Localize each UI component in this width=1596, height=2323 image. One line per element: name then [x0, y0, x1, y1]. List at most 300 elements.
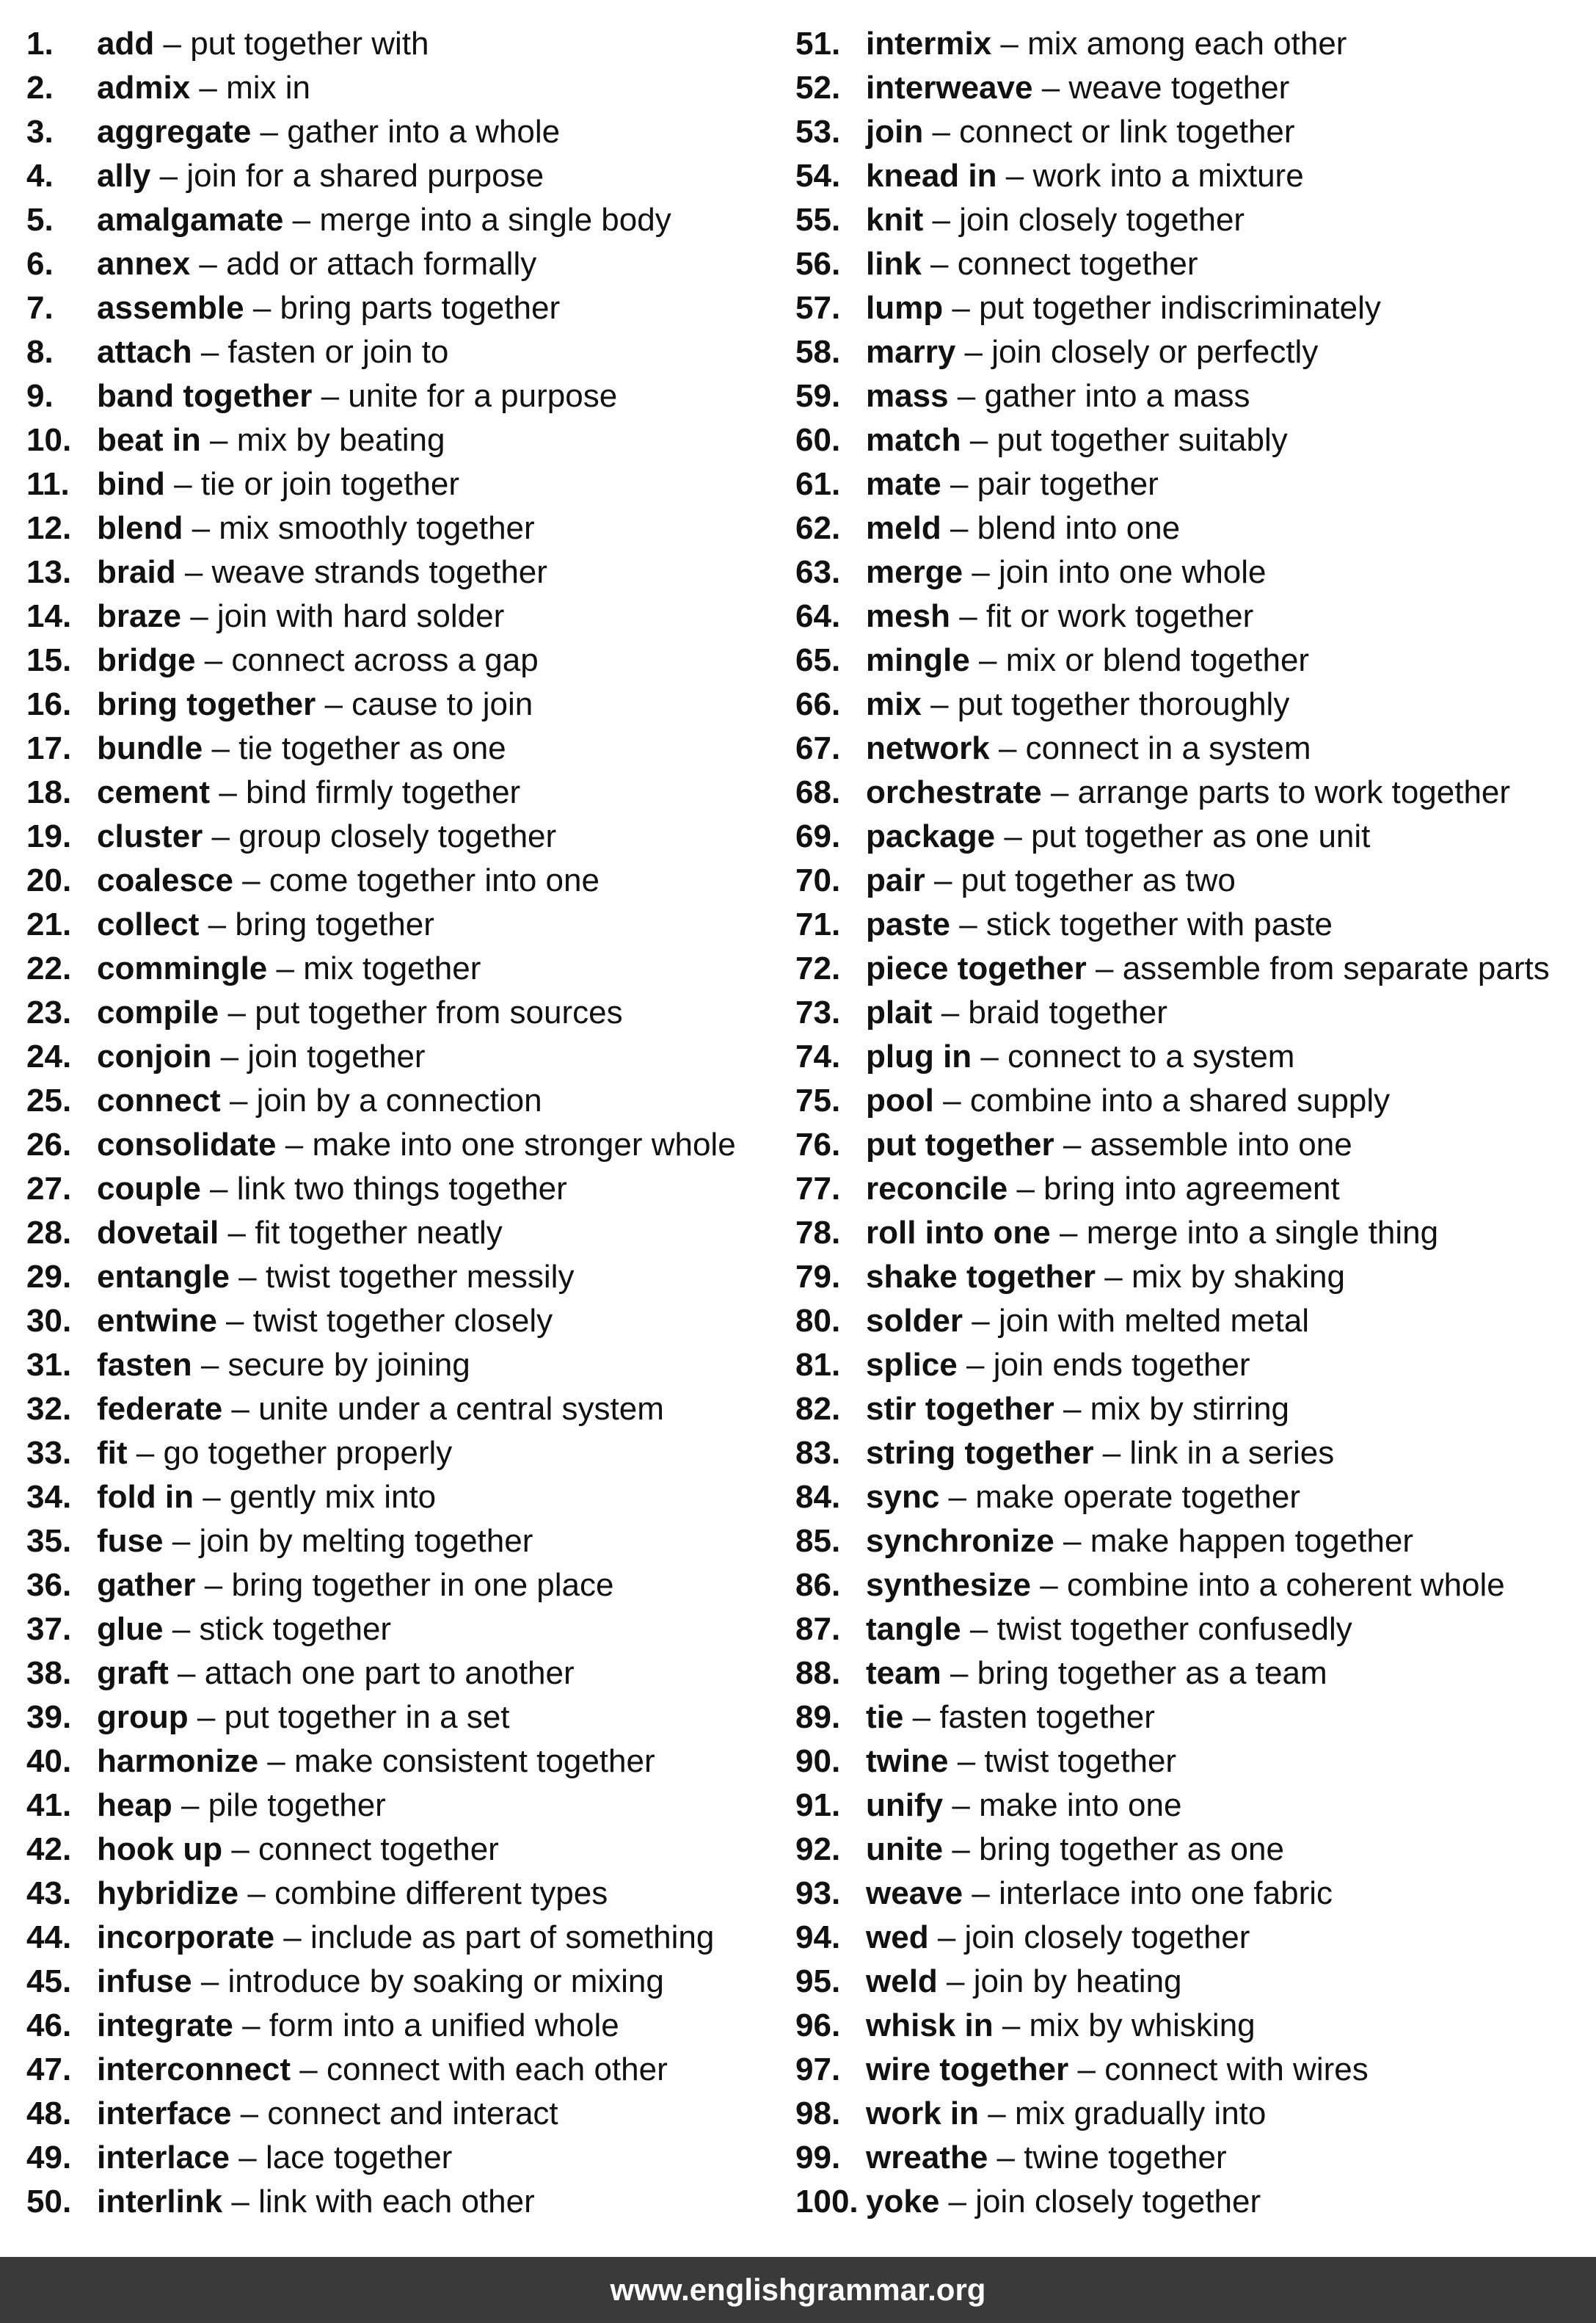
item-number: 18. — [26, 774, 72, 810]
item-number: 2. — [26, 70, 54, 106]
item-term: synchronize — [866, 1523, 1054, 1559]
list-item — [795, 154, 1588, 198]
item-number: 20. — [26, 862, 72, 898]
item-term: gather — [97, 1567, 196, 1603]
item-term: connect — [97, 1083, 221, 1119]
item-number: 38. — [26, 1655, 72, 1691]
item-definition: arrange parts to work together — [1077, 774, 1511, 810]
item-separator: – — [210, 1171, 228, 1207]
item-term: plug in — [866, 1039, 972, 1075]
list-item — [795, 1475, 1588, 1519]
item-definition: assemble from separate parts — [1122, 950, 1550, 986]
list-item — [795, 771, 1588, 815]
item-separator: – — [950, 1655, 969, 1691]
item-term: braze — [97, 598, 181, 634]
list-item — [26, 2136, 775, 2180]
item-term: coalesce — [97, 862, 233, 898]
item-separator: – — [200, 1963, 219, 1999]
item-term: fasten — [97, 1347, 192, 1383]
item-number: 56. — [795, 246, 841, 282]
item-number: 87. — [795, 1611, 841, 1647]
list-item — [26, 1123, 775, 1167]
list-item — [26, 1475, 775, 1519]
item-definition: assemble into one — [1090, 1127, 1352, 1163]
list-item — [795, 1739, 1588, 1784]
item-separator: – — [238, 2140, 257, 2175]
list-item — [795, 2004, 1588, 2048]
item-term: mass — [866, 378, 949, 414]
item-number: 28. — [26, 1215, 72, 1251]
item-definition: cause to join — [351, 686, 533, 722]
item-definition: work into a mixture — [1032, 158, 1304, 194]
item-number: 53. — [795, 114, 841, 150]
item-number: 76. — [795, 1127, 841, 1163]
list-item — [795, 1872, 1588, 1916]
item-term: team — [866, 1655, 941, 1691]
item-number: 59. — [795, 378, 841, 414]
item-term: mingle — [866, 642, 970, 678]
list-item — [26, 506, 775, 550]
list-item — [795, 903, 1588, 947]
list-item — [26, 1607, 775, 1651]
item-term: consolidate — [97, 1127, 277, 1163]
item-number: 94. — [795, 1919, 841, 1955]
item-term: dovetail — [97, 1215, 219, 1251]
item-separator: – — [190, 598, 208, 634]
item-term: hook up — [97, 1831, 223, 1867]
list-item — [26, 1343, 775, 1387]
item-number: 73. — [795, 995, 841, 1030]
item-number: 52. — [795, 70, 841, 106]
list-item — [26, 639, 775, 683]
item-term: intermix — [866, 26, 992, 62]
item-definition: tie or join together — [200, 466, 460, 502]
item-term: work in — [866, 2095, 980, 2131]
item-separator: – — [211, 730, 230, 766]
item-separator: – — [933, 862, 952, 898]
item-term: piece together — [866, 950, 1087, 986]
list-item — [795, 991, 1588, 1035]
list-item — [795, 1123, 1588, 1167]
item-number: 75. — [795, 1083, 841, 1119]
list-item — [795, 1035, 1588, 1079]
item-number: 100. — [795, 2184, 859, 2220]
item-number: 36. — [26, 1567, 72, 1603]
footer-url: www.englishgrammar.org — [610, 2272, 986, 2307]
item-definition: make happen together — [1090, 1523, 1414, 1559]
list-item — [26, 418, 775, 462]
item-number: 11. — [26, 466, 70, 502]
item-separator: – — [950, 510, 969, 546]
item-definition: connect or link together — [959, 114, 1295, 150]
item-definition: mix or blend together — [1005, 642, 1310, 678]
item-term: harmonize — [97, 1743, 259, 1779]
item-term: pair — [866, 862, 925, 898]
item-separator: – — [1095, 950, 1114, 986]
item-number: 96. — [795, 2007, 841, 2043]
list-item — [26, 1563, 775, 1607]
item-definition: connect with wires — [1104, 2051, 1369, 2087]
item-term: unify — [866, 1787, 944, 1823]
item-separator: – — [242, 862, 260, 898]
item-term: put together — [866, 1127, 1054, 1163]
list-item — [795, 1343, 1588, 1387]
item-term: lump — [866, 290, 944, 326]
list-item — [795, 1387, 1588, 1431]
list-item — [26, 330, 775, 374]
list-item — [795, 1299, 1588, 1343]
item-definition: gently mix into — [229, 1479, 437, 1515]
item-number: 17. — [26, 730, 72, 766]
item-term: plait — [866, 995, 933, 1030]
item-definition: pile together — [208, 1787, 386, 1823]
item-separator: – — [943, 1083, 961, 1119]
item-separator: – — [930, 686, 949, 722]
item-term: solder — [866, 1303, 963, 1339]
item-number: 62. — [795, 510, 841, 546]
item-number: 70. — [795, 862, 841, 898]
word-list-column-left — [26, 22, 775, 2224]
item-term: orchestrate — [866, 774, 1042, 810]
list-item — [795, 2180, 1588, 2224]
item-separator: – — [184, 554, 203, 590]
list-item — [795, 1211, 1588, 1255]
list-item — [795, 550, 1588, 595]
list-item — [795, 110, 1588, 154]
item-number: 8. — [26, 334, 54, 370]
item-separator: – — [238, 1259, 257, 1295]
item-term: knit — [866, 202, 924, 238]
item-definition: unite for a purpose — [348, 378, 618, 414]
item-term: twine — [866, 1743, 949, 1779]
item-definition: put together suitably — [996, 422, 1288, 458]
item-definition: attach one part to another — [204, 1655, 575, 1691]
item-term: incorporate — [97, 1919, 275, 1955]
item-separator: – — [1063, 1127, 1082, 1163]
item-number: 58. — [795, 334, 841, 370]
item-definition: weave together — [1068, 70, 1290, 106]
item-separator: – — [211, 818, 230, 854]
item-term: mate — [866, 466, 941, 502]
item-term: marry — [866, 334, 956, 370]
item-number: 72. — [795, 950, 841, 986]
item-number: 65. — [795, 642, 841, 678]
list-item — [795, 727, 1588, 771]
list-item — [26, 683, 775, 727]
item-number: 32. — [26, 1391, 72, 1427]
item-number: 78. — [795, 1215, 841, 1251]
item-separator: – — [980, 1039, 999, 1075]
list-item — [795, 1607, 1588, 1651]
item-definition: mix by beating — [236, 422, 445, 458]
item-number: 49. — [26, 2140, 72, 2175]
item-term: tangle — [866, 1611, 961, 1647]
item-number: 31. — [26, 1347, 72, 1383]
item-term: roll into one — [866, 1215, 1051, 1251]
item-definition: combine into a coherent whole — [1066, 1567, 1505, 1603]
item-term: blend — [97, 510, 183, 546]
word-list-column-right — [795, 22, 1588, 2224]
item-term: collect — [97, 906, 200, 942]
item-definition: include as part of something — [310, 1919, 715, 1955]
item-separator: – — [948, 2184, 967, 2220]
list-item — [26, 1035, 775, 1079]
item-term: wed — [866, 1919, 929, 1955]
list-item — [795, 1519, 1588, 1563]
item-term: fold in — [97, 1479, 194, 1515]
item-term: admix — [97, 70, 191, 106]
item-definition: link in a series — [1129, 1435, 1335, 1471]
item-term: graft — [97, 1655, 169, 1691]
item-separator: – — [321, 378, 340, 414]
item-definition: join with hard solder — [216, 598, 505, 634]
item-term: hybridize — [97, 1875, 239, 1911]
item-number: 1. — [26, 26, 54, 62]
item-separator: – — [1060, 1215, 1078, 1251]
item-number: 93. — [795, 1875, 841, 1911]
item-term: bind — [97, 466, 165, 502]
item-separator: – — [930, 246, 949, 282]
list-item — [26, 22, 775, 66]
item-number: 63. — [795, 554, 841, 590]
item-definition: combine into a shared supply — [969, 1083, 1391, 1119]
item-number: 9. — [26, 378, 54, 414]
item-number: 64. — [795, 598, 841, 634]
item-number: 37. — [26, 1611, 72, 1647]
list-item — [26, 1651, 775, 1695]
item-separator: – — [952, 1787, 970, 1823]
list-item — [795, 286, 1588, 330]
item-separator: – — [181, 1787, 200, 1823]
item-number: 80. — [795, 1303, 841, 1339]
item-separator: – — [219, 774, 237, 810]
item-number: 6. — [26, 246, 54, 282]
item-separator: – — [204, 1567, 223, 1603]
item-definition: put together thoroughly — [957, 686, 1290, 722]
item-definition: go together properly — [163, 1435, 453, 1471]
item-definition: mix by shaking — [1131, 1259, 1345, 1295]
item-separator: – — [952, 1831, 970, 1867]
item-number: 39. — [26, 1699, 72, 1735]
list-item — [26, 1211, 775, 1255]
item-definition: make consistent together — [294, 1743, 655, 1779]
item-separator: – — [1050, 774, 1069, 810]
item-separator: – — [947, 1963, 965, 1999]
item-separator: – — [159, 158, 178, 194]
item-separator: – — [197, 1699, 216, 1735]
list-item — [26, 947, 775, 991]
item-term: glue — [97, 1611, 164, 1647]
list-item — [795, 1079, 1588, 1123]
list-item — [26, 198, 775, 242]
item-definition: form into a unified whole — [269, 2007, 619, 2043]
item-number: 33. — [26, 1435, 72, 1471]
item-number: 77. — [795, 1171, 841, 1207]
item-separator: – — [957, 1743, 976, 1779]
item-number: 99. — [795, 2140, 841, 2175]
item-separator: – — [200, 1347, 219, 1383]
item-separator: – — [199, 246, 217, 282]
item-separator: – — [1002, 2007, 1021, 2043]
item-separator: – — [231, 1391, 249, 1427]
list-item — [26, 771, 775, 815]
list-item — [26, 1828, 775, 1872]
item-term: wreathe — [866, 2140, 988, 2175]
item-separator: – — [178, 1655, 196, 1691]
item-separator: – — [208, 906, 227, 942]
item-term: pool — [866, 1083, 934, 1119]
item-term: yoke — [866, 2184, 940, 2220]
item-term: entangle — [97, 1259, 230, 1295]
item-term: group — [97, 1699, 189, 1735]
item-separator: – — [200, 334, 219, 370]
item-separator: – — [226, 1303, 244, 1339]
item-term: weld — [866, 1963, 938, 1999]
item-separator: – — [948, 1479, 967, 1515]
item-separator: – — [203, 1479, 221, 1515]
list-item — [26, 2092, 775, 2136]
item-separator: – — [1041, 70, 1060, 106]
item-definition: twine together — [1024, 2140, 1227, 2175]
item-definition: bring together in one place — [231, 1567, 614, 1603]
item-definition: make into one stronger whole — [312, 1127, 736, 1163]
item-definition: join with melted metal — [999, 1303, 1310, 1339]
item-term: integrate — [97, 2007, 233, 2043]
list-item — [26, 1916, 775, 1960]
item-definition: join ends together — [993, 1347, 1250, 1383]
item-separator: – — [267, 1743, 285, 1779]
item-definition: join closely or perfectly — [991, 334, 1319, 370]
item-definition: stick together with paste — [985, 906, 1333, 942]
list-item — [26, 1784, 775, 1828]
item-separator: – — [252, 290, 272, 326]
item-term: entwine — [97, 1303, 217, 1339]
item-separator: – — [192, 510, 211, 546]
item-number: 57. — [795, 290, 841, 326]
item-number: 61. — [795, 466, 841, 502]
item-separator: – — [299, 2051, 318, 2087]
item-definition: join into one whole — [999, 554, 1267, 590]
item-definition: mix in — [226, 70, 311, 106]
item-number: 71. — [795, 906, 841, 942]
item-term: sync — [866, 1479, 940, 1515]
item-definition: connect together — [957, 246, 1198, 282]
item-term: commingle — [97, 950, 268, 986]
item-definition: twist together messily — [265, 1259, 575, 1295]
item-number: 44. — [26, 1919, 72, 1955]
item-definition: put together with — [190, 26, 429, 62]
item-number: 43. — [26, 1875, 72, 1911]
list-item — [26, 374, 775, 418]
item-definition: mix by stirring — [1090, 1391, 1290, 1427]
item-number: 27. — [26, 1171, 72, 1207]
item-term: attach — [97, 334, 192, 370]
item-separator: – — [952, 290, 970, 326]
item-separator: – — [1040, 1567, 1058, 1603]
item-number: 91. — [795, 1787, 841, 1823]
item-term: match — [866, 422, 961, 458]
item-separator: – — [972, 1875, 990, 1911]
item-definition: connect to a system — [1007, 1039, 1295, 1075]
item-definition: merge into a single thing — [1086, 1215, 1439, 1251]
list-item — [26, 1519, 775, 1563]
item-term: interlace — [97, 2140, 230, 2175]
item-number: 83. — [795, 1435, 841, 1471]
list-item — [26, 1299, 775, 1343]
item-separator: – — [283, 1919, 302, 1955]
item-separator: – — [979, 642, 997, 678]
item-number: 5. — [26, 202, 54, 238]
list-item — [26, 2048, 775, 2092]
item-separator: – — [957, 378, 976, 414]
item-term: braid — [97, 554, 176, 590]
item-definition: join closely together — [959, 202, 1245, 238]
item-number: 21. — [26, 906, 72, 942]
item-term: bring together — [97, 686, 316, 722]
list-item — [26, 727, 775, 771]
item-number: 68. — [795, 774, 841, 810]
item-separator: – — [242, 2007, 260, 2043]
item-definition: mix by whisking — [1029, 2007, 1256, 2043]
list-item — [795, 2048, 1588, 2092]
item-number: 54. — [795, 158, 841, 194]
list-item — [26, 1739, 775, 1784]
item-term: amalgamate — [97, 202, 284, 238]
item-separator: – — [260, 114, 279, 150]
item-separator: – — [941, 995, 960, 1030]
item-term: package — [866, 818, 996, 854]
item-separator: – — [969, 1611, 988, 1647]
item-term: string together — [866, 1435, 1094, 1471]
list-item — [795, 330, 1588, 374]
list-item — [26, 1960, 775, 2004]
list-item — [795, 198, 1588, 242]
item-separator: – — [163, 26, 181, 62]
list-item — [795, 1828, 1588, 1872]
item-definition: put together indiscriminately — [979, 290, 1381, 326]
list-item — [795, 242, 1588, 286]
item-separator: – — [172, 1523, 191, 1559]
item-term: wire together — [866, 2051, 1069, 2087]
item-definition: interlace into one fabric — [999, 1875, 1333, 1911]
item-number: 30. — [26, 1303, 72, 1339]
item-number: 25. — [26, 1083, 72, 1119]
item-term: merge — [866, 554, 963, 590]
item-separator: – — [912, 1699, 931, 1735]
item-number: 66. — [795, 686, 841, 722]
item-term: interlink — [97, 2184, 223, 2220]
item-term: compile — [97, 995, 219, 1030]
item-definition: mix together — [303, 950, 481, 986]
item-separator: – — [972, 554, 990, 590]
item-number: 81. — [795, 1347, 841, 1383]
item-term: federate — [97, 1391, 223, 1427]
item-term: annex — [97, 246, 191, 282]
item-separator: – — [937, 1919, 956, 1955]
item-definition: bind firmly together — [246, 774, 521, 810]
item-number: 84. — [795, 1479, 841, 1515]
item-term: knead in — [866, 158, 997, 194]
item-number: 60. — [795, 422, 841, 458]
item-separator: – — [227, 995, 246, 1030]
list-item — [26, 462, 775, 506]
item-separator: – — [324, 686, 343, 722]
item-term: fit — [97, 1435, 128, 1471]
list-item — [795, 2136, 1588, 2180]
list-item — [26, 1431, 775, 1475]
item-definition: join by heating — [973, 1963, 1182, 1999]
item-definition: gather into a mass — [984, 378, 1250, 414]
